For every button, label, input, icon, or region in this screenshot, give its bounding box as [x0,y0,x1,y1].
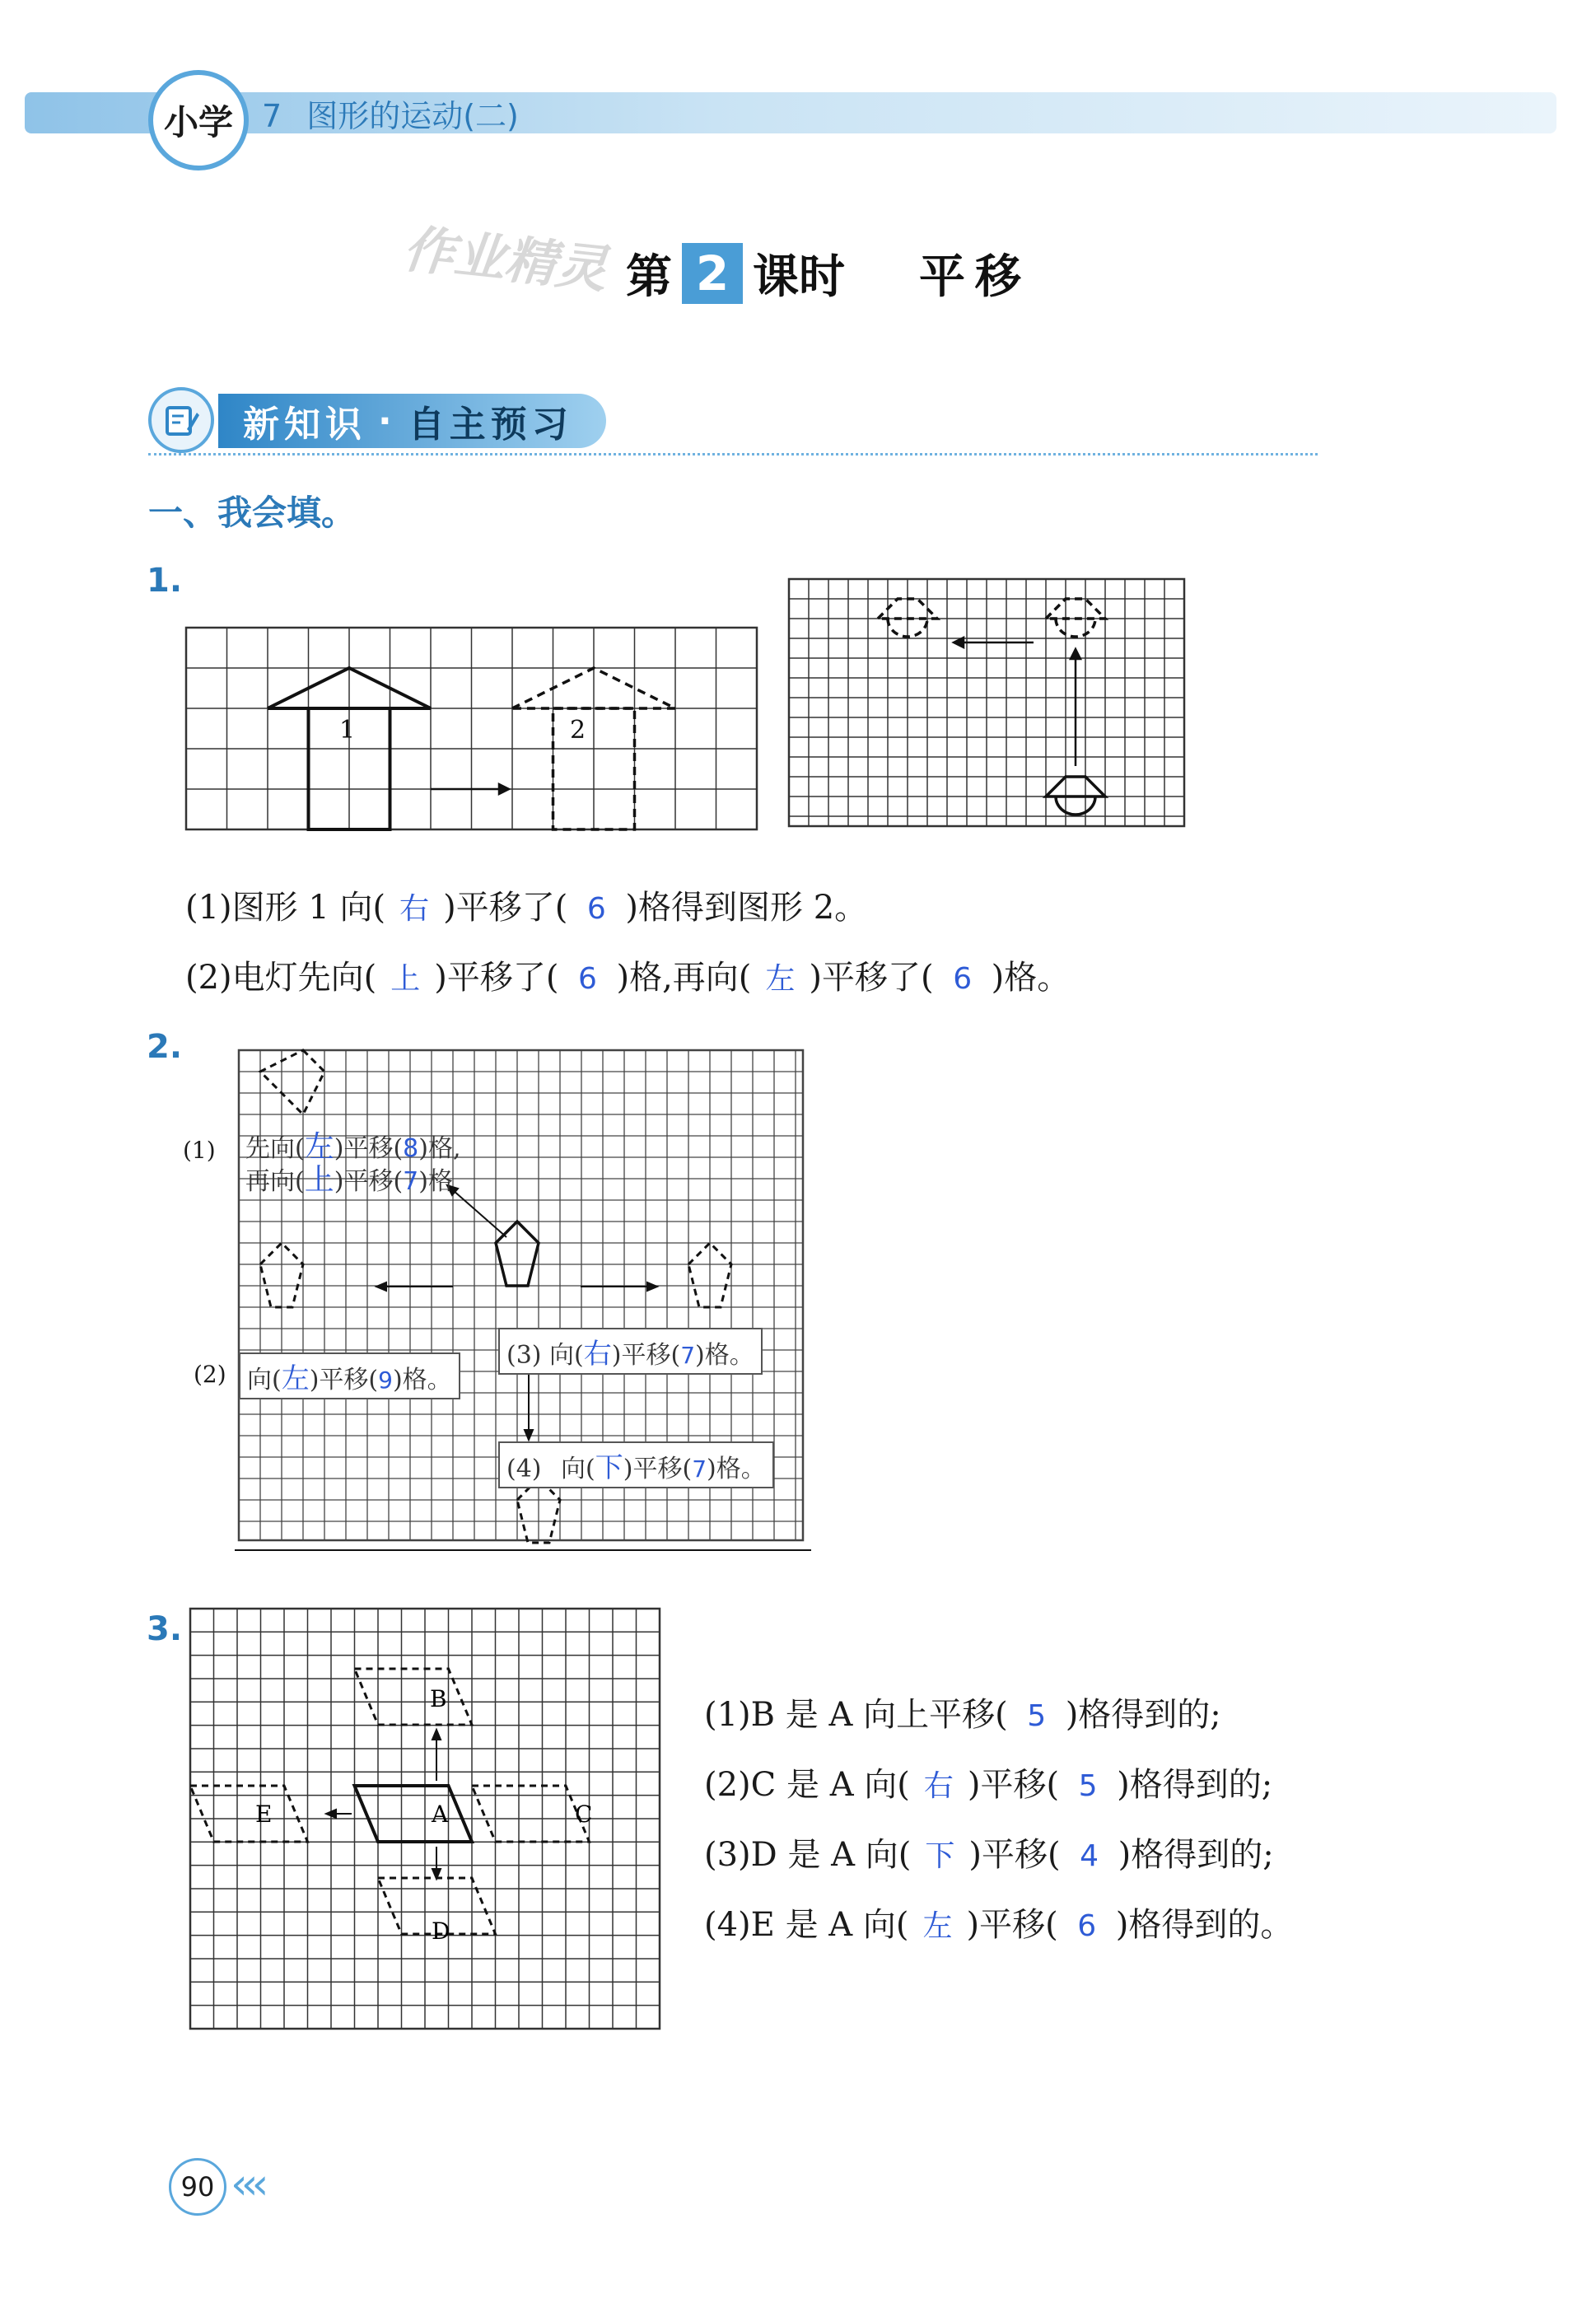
header-bar [25,92,1556,133]
grid-lines [186,628,757,829]
answer-blank[interactable]: 6 [1077,1909,1097,1943]
answer-blank[interactable]: 下 [925,1839,955,1873]
answer-blank[interactable]: 右 [399,892,430,926]
q1-lamp-grid [786,577,1187,832]
question-2-number: 2. [147,1028,183,1066]
answer-blank[interactable]: 左 [922,1909,953,1943]
pencil-note-icon [148,387,214,453]
unit-number: 7 [262,98,282,134]
q3-line-2: (2)C 是 A 向( 右 )平移( 5 )格得到的; [704,1759,1272,1805]
answer-blank[interactable]: 左 [304,1130,334,1164]
answer-blank[interactable]: 6 [578,962,597,996]
lamp-moved-up [1046,599,1105,637]
grid-lines [789,579,1184,826]
q3-line-4: (4)E 是 A 向( 左 )平移( 6 )格得到的。 [704,1899,1293,1946]
house-1-label: 1 [339,716,356,745]
part-heading: 一、我会填。 [148,493,357,533]
arrows [954,638,1080,766]
right-arrow [431,784,509,794]
q2-label-1: 先向(左)平移(8)格, 再向(上)平移(7)格 [245,1130,461,1197]
answer-blank[interactable]: 4 [1080,1839,1099,1873]
label-d: D [432,1918,450,1945]
answer-blank[interactable]: 7 [680,1342,696,1369]
q3-line-3: (3)D 是 A 向( 下 )平移( 4 )格得到的; [704,1829,1274,1876]
q2-label-2: 向(左)平移(9)格。 [239,1352,460,1399]
answer-blank[interactable]: 上 [304,1163,334,1197]
parallelogram-a [355,1786,473,1842]
q1-house-grid [183,624,761,835]
lamp-original [1046,777,1105,815]
parallelogram-b [355,1669,473,1725]
q1-line-1: (1)图形 1 向( 右 )平移了( 6 )格得到图形 2。 [185,881,867,928]
grade-badge: 小学 [148,70,249,171]
answer-blank[interactable]: 7 [403,1167,419,1196]
q1-line-2: (2)电灯先向( 上 )平移了( 6 )格,再向( 左 )平移了( 6 )格。 [185,951,1070,998]
section-label-a: 新知识 [243,404,366,446]
arrows [326,1730,441,1879]
answer-blank[interactable]: 右 [583,1338,612,1371]
answer-blank[interactable]: 5 [1078,1769,1098,1803]
q3-grid [188,1606,665,2034]
page-number: 90 [169,2158,226,2216]
parallelogram-c [472,1786,593,1842]
answer-blank[interactable]: 7 [692,1455,707,1483]
lesson-topic: 平移 [919,250,1031,304]
answer-blank[interactable]: 9 [378,1366,393,1394]
answer-blank[interactable]: 左 [281,1362,310,1395]
answer-blank[interactable]: 8 [403,1134,419,1163]
answer-blank[interactable]: 5 [1027,1699,1047,1733]
q2-label-3: (3) 向(右)平移(7)格。 [498,1328,763,1375]
answer-blank[interactable]: 6 [953,962,973,996]
question-3-number: 3. [147,1610,183,1648]
chevron-left-icon: ‹‹‹ [231,2160,263,2209]
unit-header [262,91,544,136]
q2-tag-2: (2) [194,1361,226,1388]
q2-label-4: (4) 向(下)平移(7)格。 [498,1441,774,1488]
section-label-b: 自主预习 [408,404,573,446]
q2-tag-1: (1) [183,1137,216,1164]
unit-title: 图形的运动(二) [306,98,519,134]
page-title [626,241,1031,306]
answer-blank[interactable]: 右 [923,1769,954,1803]
q3-line-1: (1)B 是 A 向上平移( 5 )格得到的; [704,1696,1221,1734]
answer-blank[interactable]: 下 [595,1451,623,1484]
title-suffix: 课时 [753,250,845,304]
label-b: B [430,1685,447,1712]
label-c: C [575,1801,593,1828]
answer-blank[interactable]: 左 [765,962,796,996]
answer-blank[interactable]: 上 [390,962,421,996]
watermark: 作业精灵 [400,218,610,300]
title-prefix: 第 [626,250,672,304]
house-2-label: 2 [570,716,586,745]
label-e: E [255,1801,273,1828]
section-dot: · [378,399,397,442]
lesson-number: 2 [682,243,743,304]
section-label [218,394,606,448]
parallelogram-e [190,1786,308,1842]
question-1-number: 1. [147,562,183,600]
shape-moved-up-left [260,1050,324,1114]
label-a: A [432,1801,449,1828]
answer-blank[interactable]: 6 [586,892,606,926]
